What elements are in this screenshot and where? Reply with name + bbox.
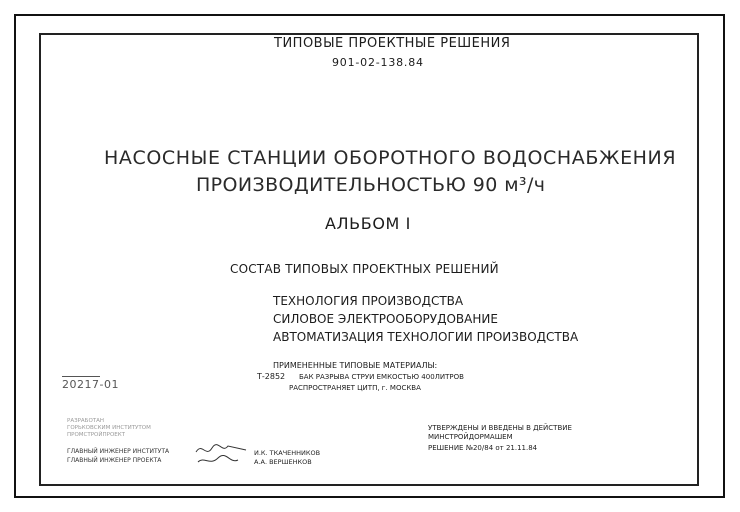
contents-item: СИЛОВОЕ ЭЛЕКТРООБОРУДОВАНИЕ xyxy=(273,312,498,326)
signature-scribble xyxy=(192,440,254,468)
materials-distribution: РАСПРОСТРАНЯЕТ ЦИТП, г. МОСКВА xyxy=(289,384,421,392)
series-title: ТИПОВЫЕ ПРОЕКТНЫЕ РЕШЕНИЯ xyxy=(274,36,511,51)
inner-frame xyxy=(39,33,699,486)
materials-description: БАК РАЗРЫВА СТРУИ ЕМКОСТЬЮ 400ЛИТРОВ xyxy=(299,373,464,381)
signature-role: ГЛАВНЫЙ ИНЖЕНЕР ПРОЕКТА xyxy=(67,457,162,464)
signature-role: ГЛАВНЫЙ ИНЖЕНЕР ИНСТИТУТА xyxy=(67,448,170,455)
developer-faint-line: ПРОМСТРОЙПРОЕКТ xyxy=(67,432,126,438)
contents-item: АВТОМАТИЗАЦИЯ ТЕХНОЛОГИИ ПРОИЗВОДСТВА xyxy=(273,330,579,344)
signature-name: И.К. ТКАЧЕННИКОВ xyxy=(254,449,321,457)
materials-heading: ПРИМЕНЕННЫЕ ТИПОВЫЕ МАТЕРИАЛЫ: xyxy=(273,361,438,370)
developer-faint-line: ГОРЬКОВСКИМ ИНСТИТУТОМ xyxy=(67,425,151,431)
contents-heading: СОСТАВ ТИПОВЫХ ПРОЕКТНЫХ РЕШЕНИЙ xyxy=(230,262,499,276)
series-code: 901-02-138.84 xyxy=(332,56,424,69)
approval-line: МИНСТРОЙДОРМАШЕМ xyxy=(428,433,513,441)
approval-line: РЕШЕНИЕ №20/84 от 21.11.84 xyxy=(428,444,538,452)
approval-line: УТВЕРЖДЕНЫ И ВВЕДЕНЫ В ДЕЙСТВИЕ xyxy=(428,424,572,432)
developer-faint-line: РАЗРАБОТАН xyxy=(67,418,105,424)
album-number: АЛЬБОМ I xyxy=(325,214,411,233)
signature-name: А.А. ВЕРШЕНКОВ xyxy=(254,458,312,466)
inventory-line xyxy=(62,376,100,377)
inventory-number: 20217-01 xyxy=(62,378,119,391)
title-line-2: ПРОИЗВОДИТЕЛЬНОСТЬЮ 90 м³/ч xyxy=(196,174,546,196)
contents-item: ТЕХНОЛОГИЯ ПРОИЗВОДСТВА xyxy=(273,294,464,308)
materials-code: Т-2852 xyxy=(257,372,286,381)
title-line-1: НАСОСНЫЕ СТАНЦИИ ОБОРОТНОГО ВОДОСНАБЖЕНИЯ xyxy=(104,147,677,169)
